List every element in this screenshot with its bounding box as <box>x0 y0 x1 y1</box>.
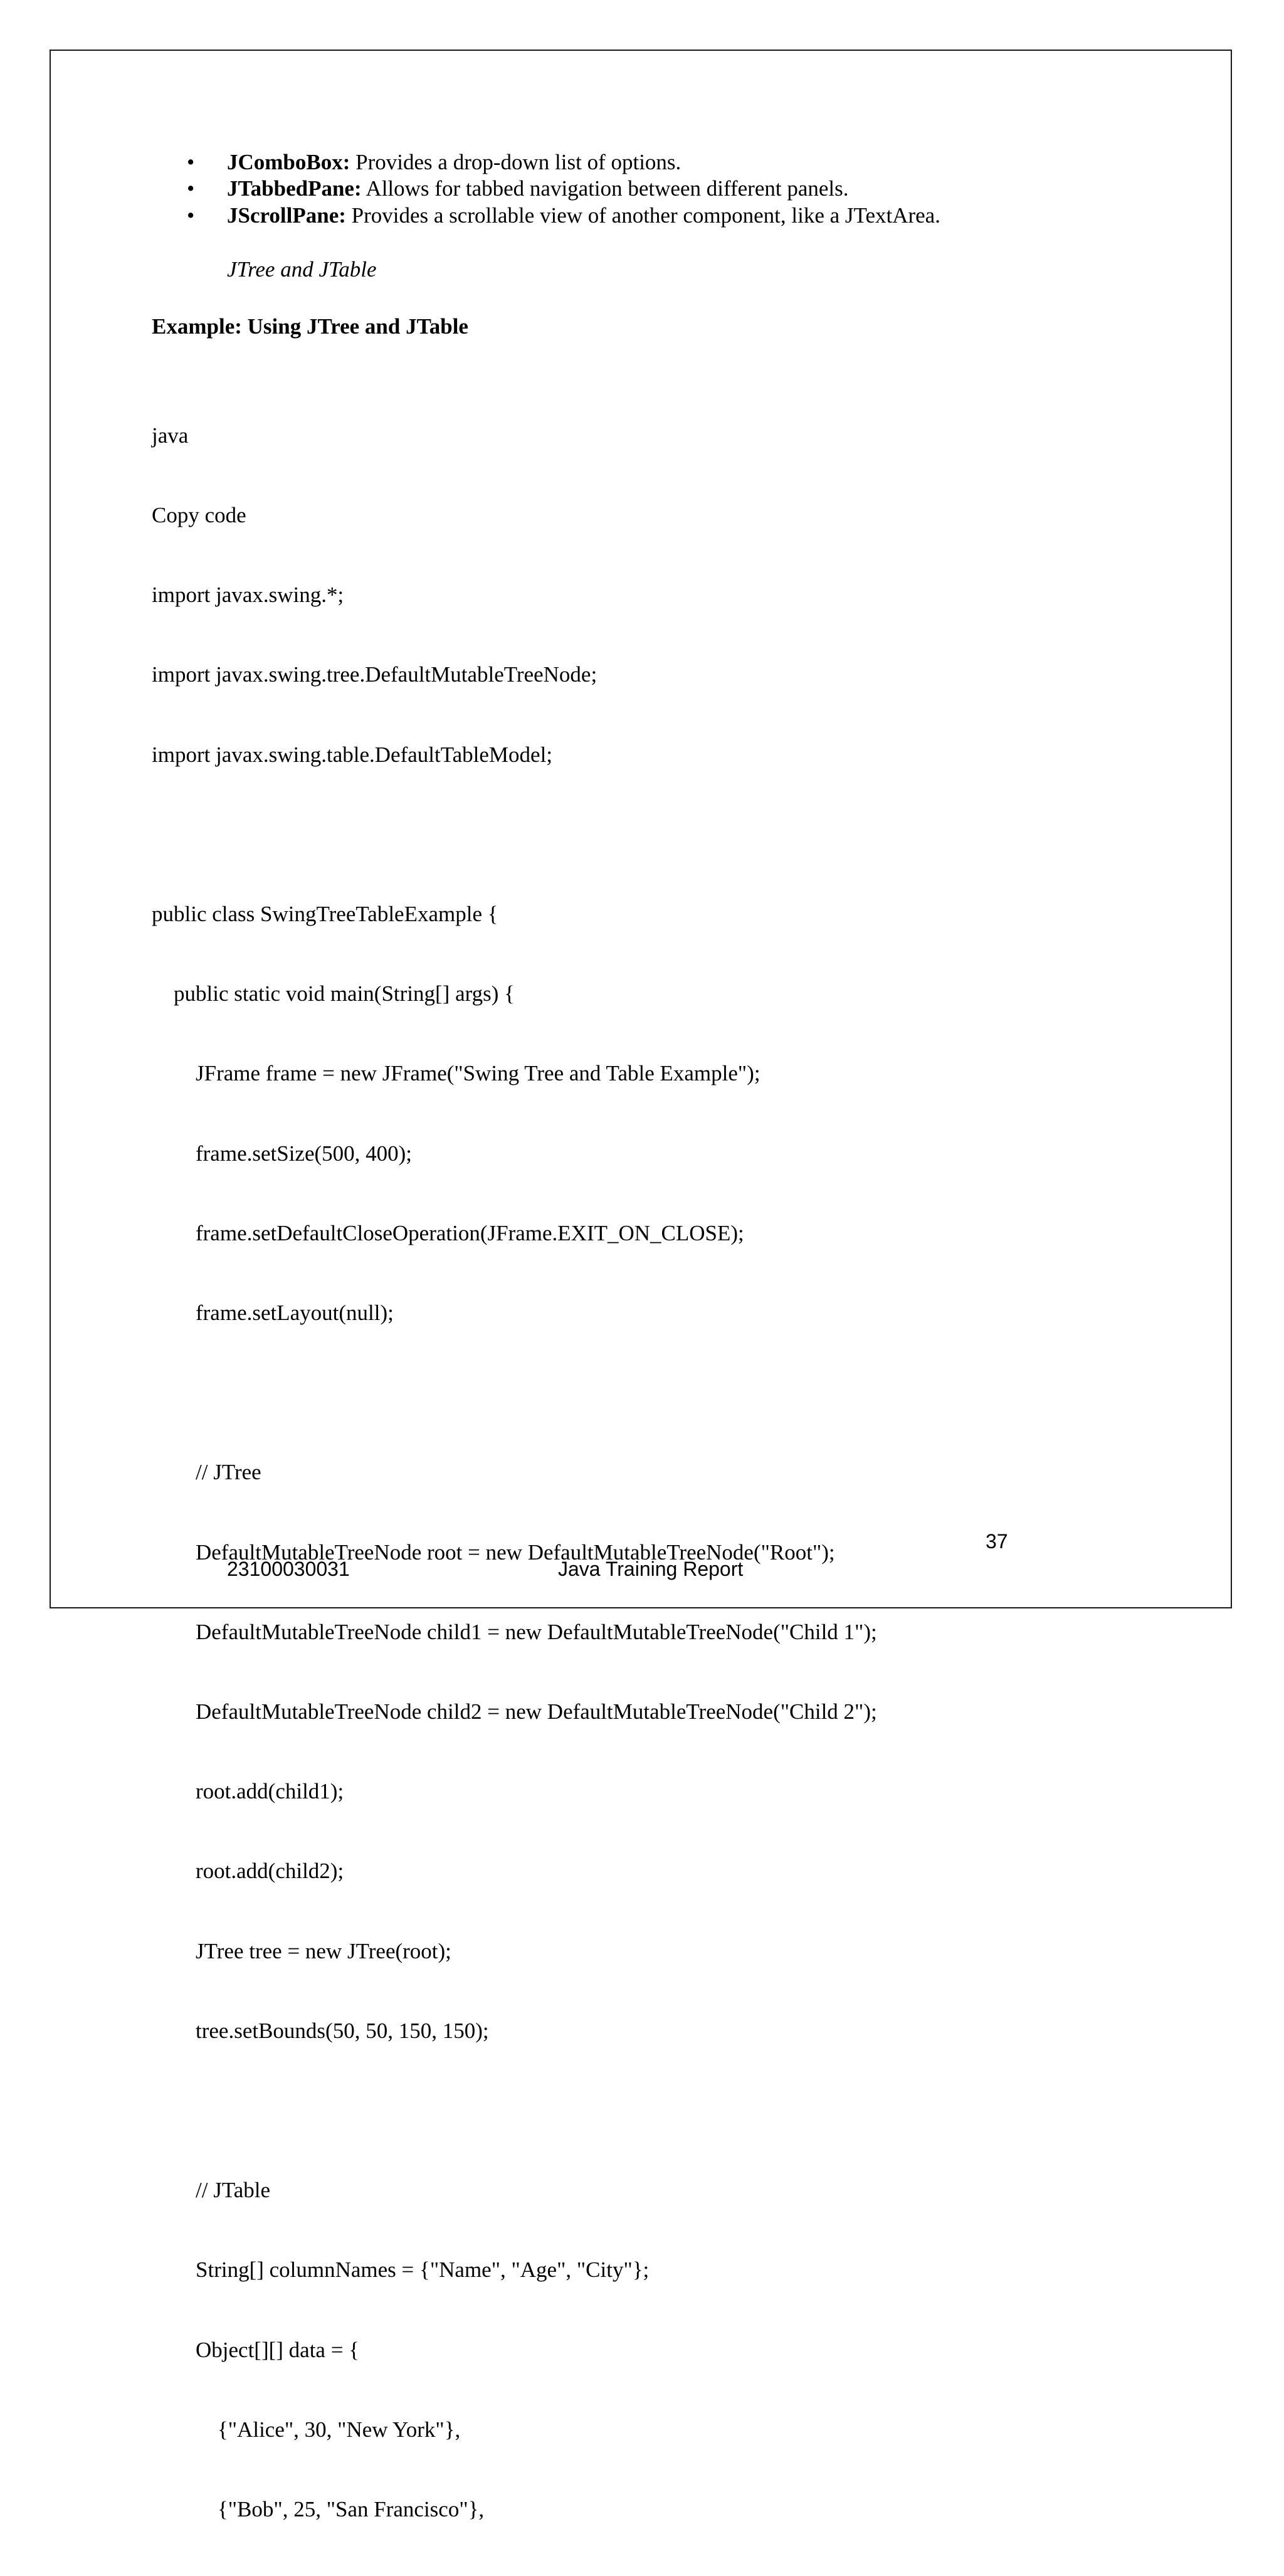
bullet-term: JScrollPane: <box>227 203 346 228</box>
code-line: public class SwingTreeTableExample { <box>152 901 498 926</box>
code-line: // JTable <box>152 2178 271 2203</box>
code-line: frame.setDefaultCloseOperation(JFrame.EXIT_ON_CLOSE); <box>152 1220 744 1245</box>
code-line: frame.setSize(500, 400); <box>152 1141 413 1166</box>
code-line <box>152 821 1130 848</box>
code-line: Object[][] data = { <box>152 2337 359 2362</box>
code-line: import javax.swing.tree.DefaultMutableTreeNode; <box>152 662 597 687</box>
code-line: frame.setLayout(null); <box>152 1301 394 1325</box>
code-line <box>152 2098 1130 2124</box>
code-line: {"Alice", 30, "New York"}, <box>152 2417 461 2442</box>
code-line: DefaultMutableTreeNode child1 = new DefaultMutableTreeNode("Child 1"); <box>152 1619 877 1644</box>
code-line: tree.setBounds(50, 50, 150, 150); <box>152 2018 489 2043</box>
code-line: JFrame frame = new JFrame("Swing Tree and Table Example"); <box>152 1061 760 1086</box>
page-content <box>152 149 1130 2576</box>
code-line: import javax.swing.*; <box>152 583 344 608</box>
bullet-text: Provides a drop-down list of options. <box>350 150 681 174</box>
code-line: public static void main(String[] args) { <box>152 981 515 1006</box>
page-number: 37 <box>986 1530 1008 1553</box>
code-line: {"Bob", 25, "San Francisco"}, <box>152 2497 485 2522</box>
bullet-text: Allows for tabbed navigation between different panels. <box>361 176 849 201</box>
code-line: import javax.swing.table.DefaultTableModel; <box>152 742 553 767</box>
code-line: DefaultMutableTreeNode child2 = new DefaultMutableTreeNode("Child 2"); <box>152 1699 877 1724</box>
bullet-term: JTabbedPane: <box>227 176 362 201</box>
example-heading: Example: Using JTree and JTable <box>152 314 468 339</box>
code-listing <box>152 369 1130 2576</box>
bullet-item-jcombobox <box>152 149 1130 176</box>
code-line: DefaultMutableTreeNode root = new DefaultMutableTreeNode("Root"); <box>152 1539 835 1565</box>
code-line: String[] columnNames = {"Name", "Age", "City"}; <box>152 2257 650 2283</box>
code-line: java <box>152 423 189 448</box>
footer-report-title: Java Training Report <box>558 1558 744 1580</box>
code-line: JTree tree = new JTree(root); <box>152 1938 451 1963</box>
bullet-term: JComboBox: <box>227 150 350 174</box>
bullet-item-jscrollpane <box>152 203 1130 229</box>
code-line: root.add(child1); <box>152 1779 344 1804</box>
bullet-icon: • <box>187 203 195 228</box>
bullet-icon: • <box>187 150 195 174</box>
code-line: root.add(child2); <box>152 1859 344 1884</box>
component-bullet-list <box>152 149 1130 229</box>
bullet-text: Provides a scrollable view of another component, like a JTextArea. <box>345 203 940 228</box>
code-line: Copy code <box>152 502 246 527</box>
code-line: // JTree <box>152 1460 261 1485</box>
bullet-icon: • <box>187 176 195 201</box>
code-line <box>152 1380 1130 1406</box>
section-caption: JTree and JTable <box>227 257 377 282</box>
footer-student-id: 23100030031 <box>227 1558 350 1580</box>
bullet-item-jtabbedpane <box>152 176 1130 202</box>
